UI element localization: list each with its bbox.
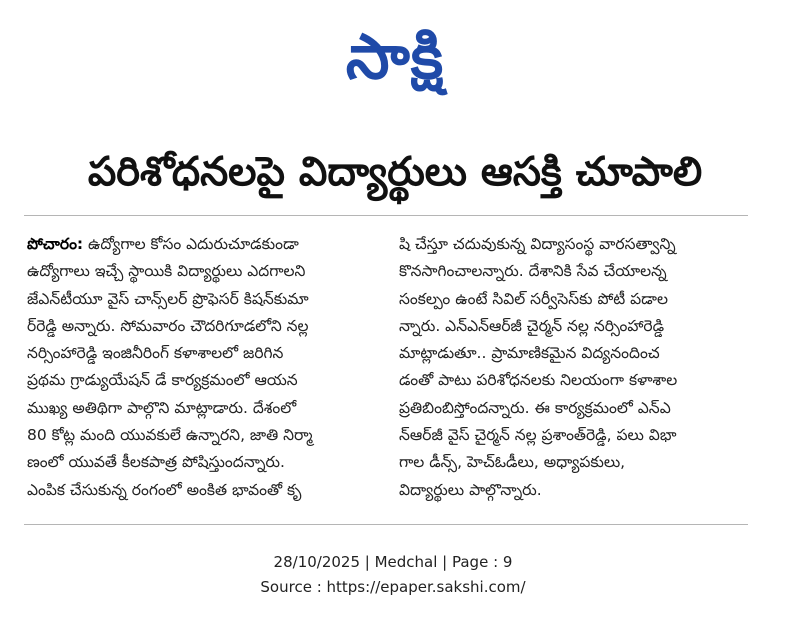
article-line: ప్రతిబింబిస్తోందన్నారు. ఈ కార్యక్రమంలో ఎన్‌ఎ bbox=[399, 398, 671, 417]
footer-source: Source : https://epaper.sakshi.com/ bbox=[260, 578, 526, 596]
article-line-text: ఉద్యోగాల కోసం ఎదురుచూడకుండా bbox=[83, 235, 299, 253]
article-column-right bbox=[399, 231, 751, 517]
article-line: విద్యార్థులు పాల్గొన్నారు. bbox=[399, 480, 542, 499]
article-line: ప్రథమ గ్రాడ్యుయేషన్‌ డే కార్యక్రమంలో ఆయన bbox=[27, 371, 298, 390]
article-column-left bbox=[27, 231, 379, 517]
bottom-divider bbox=[24, 524, 748, 525]
top-divider bbox=[24, 215, 748, 216]
article-line: ర్‌రెడ్డి అన్నారు. సోమవారం చౌదరిగూడలోని నల్ల bbox=[27, 316, 309, 335]
footer-date-edition: 28/10/2025 | Medchal | Page : 9 bbox=[273, 553, 513, 571]
article-line: నర్సింహారెడ్డి ఇంజినీరింగ్‌ కళాశాలలో జరిగిన bbox=[27, 344, 284, 363]
article-headline: పరిశోధనలపై విద్యార్థులు ఆసక్తి చూపాలి bbox=[87, 149, 703, 195]
article-line: ముఖ్య అతిథిగా పాల్గొని మాట్లాడారు. దేశంలో bbox=[27, 398, 297, 417]
article-line: న్‌ఆర్‌జీ వైస్‌ చైర్మన్‌ నల్ల ప్రశాంత్‌రెడ్డి, పలు విభా bbox=[399, 426, 677, 445]
article-line: ణంలో యువతే కీలకపాత్ర పోషిస్తుందన్నారు. bbox=[27, 453, 285, 472]
article-line: 80 కోట్ల మంది యువకులే ఉన్నారని, జాతి నిర్మా bbox=[27, 426, 313, 445]
article-line: సంకల్పం ఉంటే సివిల్‌ సర్వీసెస్‌కు పోటీ పడాల bbox=[399, 289, 668, 308]
article-line: కొనసాగించాలన్నారు. దేశానికి సేవ చేయాలన్న bbox=[399, 262, 667, 281]
article-line: ఉద్యోగాలు ఇచ్చే స్థాయికి విద్యార్థులు ఎదగాలని bbox=[27, 262, 306, 281]
article-line: జేఎన్‌టీయూ వైస్‌ చాన్స్‌లర్‌ ప్రొఫెసర్‌ కిషన్‌కుమా bbox=[27, 289, 309, 308]
article-line bbox=[27, 231, 379, 258]
sakshi-logo bbox=[260, 14, 530, 100]
article-line: మాట్లాడుతూ.. ప్రామాణికమైన విద్యనందించ bbox=[399, 344, 660, 363]
logo-text: సాక్షి bbox=[345, 20, 445, 93]
article-line: న్నారు. ఎన్‌ఎన్‌ఆర్‌జీ చైర్మన్‌ నల్ల నర్సింహారెడ్డి bbox=[399, 316, 665, 335]
article-line: గాల డీన్స్‌, హెచ్‌ఓడీలు, అధ్యాపకులు, bbox=[399, 453, 626, 472]
article-line: షి చేస్తూ చదువుకున్న విద్యాసంస్థ వారసత్వాన్ని bbox=[399, 235, 676, 253]
article-line: ఎంపిక చేసుకున్న రంగంలో అంకిత భావంతో కృ bbox=[27, 480, 302, 499]
article-line: డంతో పాటు పరిశోధనలకు నిలయంగా కళాశాల bbox=[399, 371, 678, 390]
article-body bbox=[27, 231, 751, 517]
dateline: పోచారం: bbox=[27, 235, 84, 253]
